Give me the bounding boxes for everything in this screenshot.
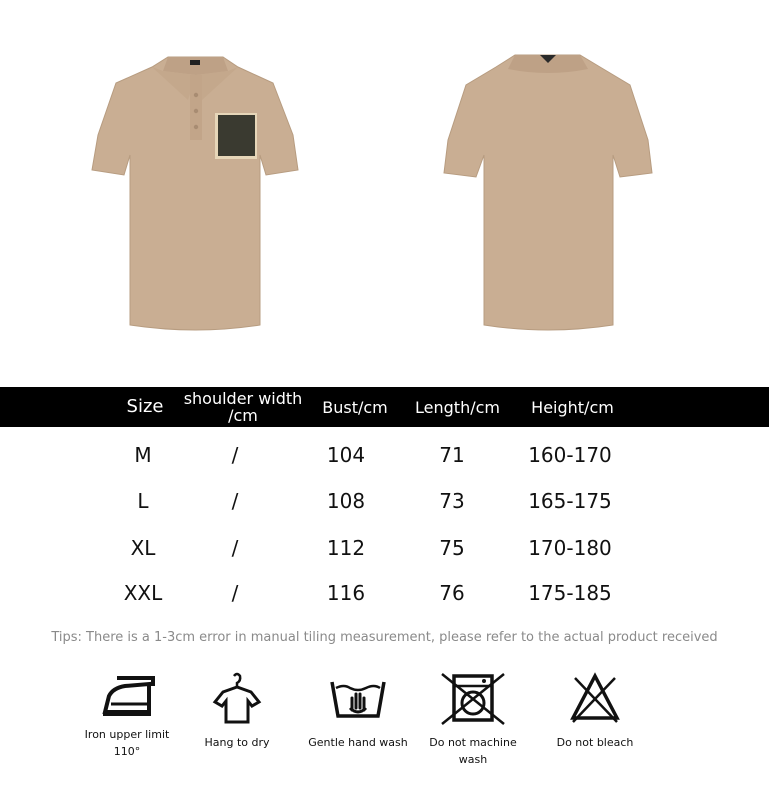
size-table-header xyxy=(0,387,769,427)
polo-front-image xyxy=(88,45,303,335)
cell-size: M xyxy=(134,443,152,467)
cell-size: XL xyxy=(130,536,156,560)
care-item-hang-dry xyxy=(182,672,292,751)
care-label: Iron upper limit 110° xyxy=(84,728,170,758)
care-label: Gentle hand wash xyxy=(308,736,408,749)
table-row xyxy=(0,443,769,473)
care-item-iron xyxy=(72,672,182,760)
table-row xyxy=(0,536,769,566)
cell-bust: 112 xyxy=(326,536,366,560)
cell-bust: 104 xyxy=(326,443,366,467)
header-bust: Bust/cm xyxy=(322,398,388,417)
header-size: Size xyxy=(126,396,164,417)
no-machine-wash-icon xyxy=(438,672,508,728)
care-item-hand-wash xyxy=(303,672,413,751)
cell-height: 175-185 xyxy=(528,581,612,605)
polo-back-image xyxy=(440,45,655,335)
cell-shoulder: / xyxy=(231,536,239,560)
care-item-no-machine-wash xyxy=(418,672,528,768)
iron-icon xyxy=(97,672,157,720)
cell-height: 165-175 xyxy=(528,489,612,513)
table-row xyxy=(0,489,769,519)
hang-dry-icon xyxy=(207,672,267,728)
cell-shoulder: / xyxy=(231,489,239,513)
cell-bust: 108 xyxy=(326,489,366,513)
header-length: Length/cm xyxy=(415,398,500,417)
care-item-no-bleach xyxy=(540,672,650,751)
measurement-tips: Tips: There is a 1-3cm error in manual tiling measurement, please refer to the actual product received xyxy=(51,630,718,645)
cell-length: 73 xyxy=(439,489,465,513)
hand-wash-icon xyxy=(328,672,388,728)
header-shoulder-width: shoulder width /cm xyxy=(183,389,303,425)
care-label: Do not bleach xyxy=(556,736,634,749)
cell-height: 160-170 xyxy=(528,443,612,467)
header-height: Height/cm xyxy=(531,398,614,417)
cell-bust: 116 xyxy=(326,581,366,605)
cell-length: 76 xyxy=(439,581,465,605)
cell-shoulder: / xyxy=(231,581,239,605)
cell-length: 71 xyxy=(439,443,465,467)
cell-length: 75 xyxy=(439,536,465,560)
cell-shoulder: / xyxy=(231,443,239,467)
no-bleach-icon xyxy=(565,672,625,728)
cell-size: L xyxy=(137,489,149,513)
cell-height: 170-180 xyxy=(528,536,612,560)
care-label: Hang to dry xyxy=(204,736,270,749)
care-label: Do not machine wash xyxy=(429,736,517,766)
table-row xyxy=(0,581,769,611)
cell-size: XXL xyxy=(123,581,163,605)
